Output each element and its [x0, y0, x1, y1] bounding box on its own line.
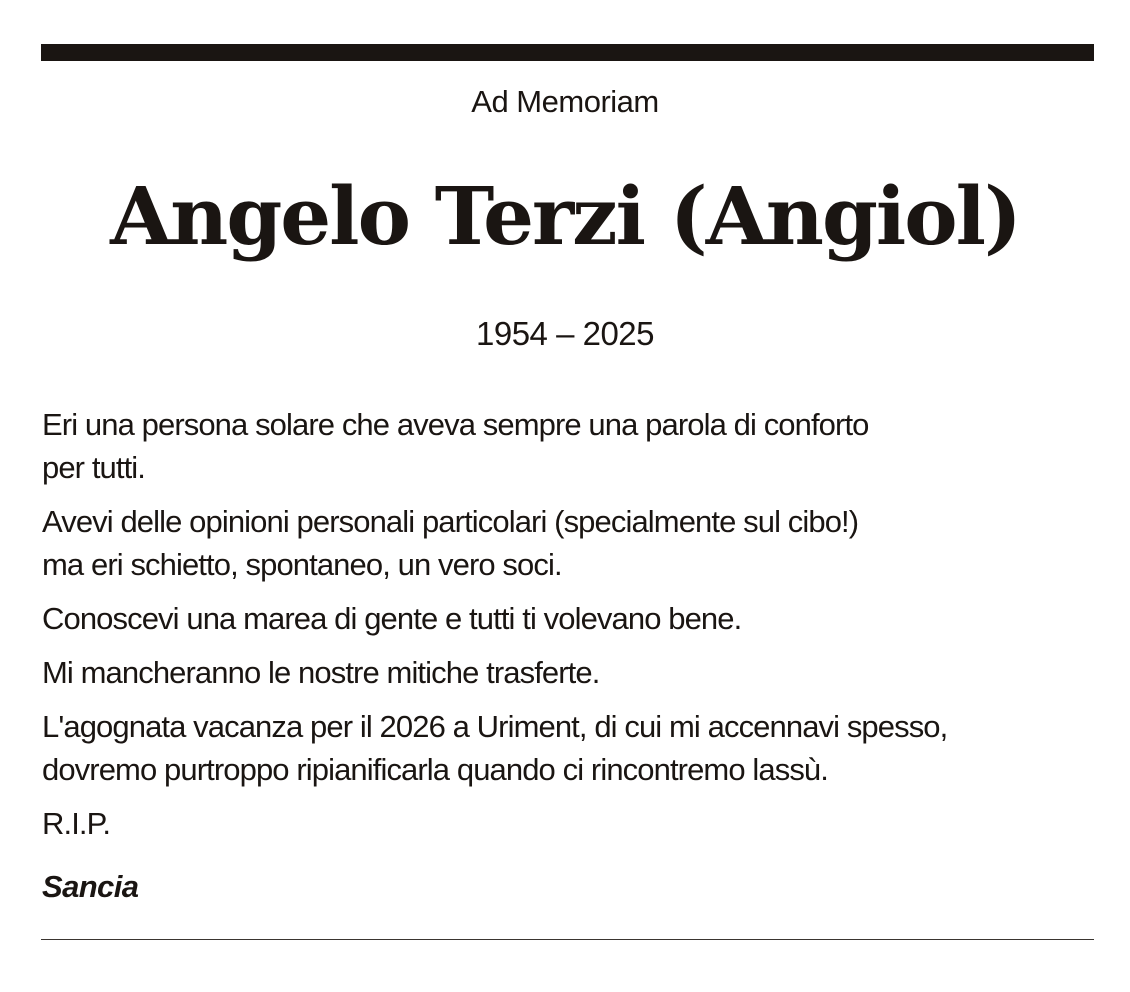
message-line-6: Mi mancheranno le nostre mitiche trasferte. — [42, 655, 600, 690]
message-line — [42, 802, 1094, 845]
message-line — [42, 651, 1094, 694]
message-line-9: R.I.P. — [42, 806, 111, 841]
bottom-rule — [41, 939, 1094, 940]
life-dates: 1954 – 2025 — [475, 315, 654, 352]
signature: Sancia — [42, 869, 139, 904]
message-line-5: Conoscevi una marea di gente e tutti ti volevano bene. — [42, 601, 742, 636]
message-line-3: Avevi delle opinioni personali particolari (specialmente sul cibo!) — [42, 504, 859, 539]
message-line-2: per tutti. — [42, 450, 145, 485]
message-line-1: Eri una persona solare che aveva sempre una parola di conforto — [42, 407, 869, 442]
message-body — [42, 403, 1094, 856]
top-rule — [41, 44, 1094, 61]
message-line-4: ma eri schietto, spontaneo, un vero soci. — [42, 547, 562, 582]
message-line — [42, 500, 1094, 586]
message-line — [42, 597, 1094, 640]
deceased-name: Angelo Terzi (Angiol) — [110, 169, 1020, 263]
message-line-7: L'agognata vacanza per il 2026 a Uriment, di cui mi accennavi spesso, — [42, 709, 948, 744]
message-line — [42, 403, 1094, 489]
kicker: Ad Memoriam — [471, 84, 659, 119]
message-line-8: dovremo purtroppo ripianificarla quando ci rincontremo lassù. — [42, 752, 828, 787]
message-line — [42, 705, 1094, 791]
